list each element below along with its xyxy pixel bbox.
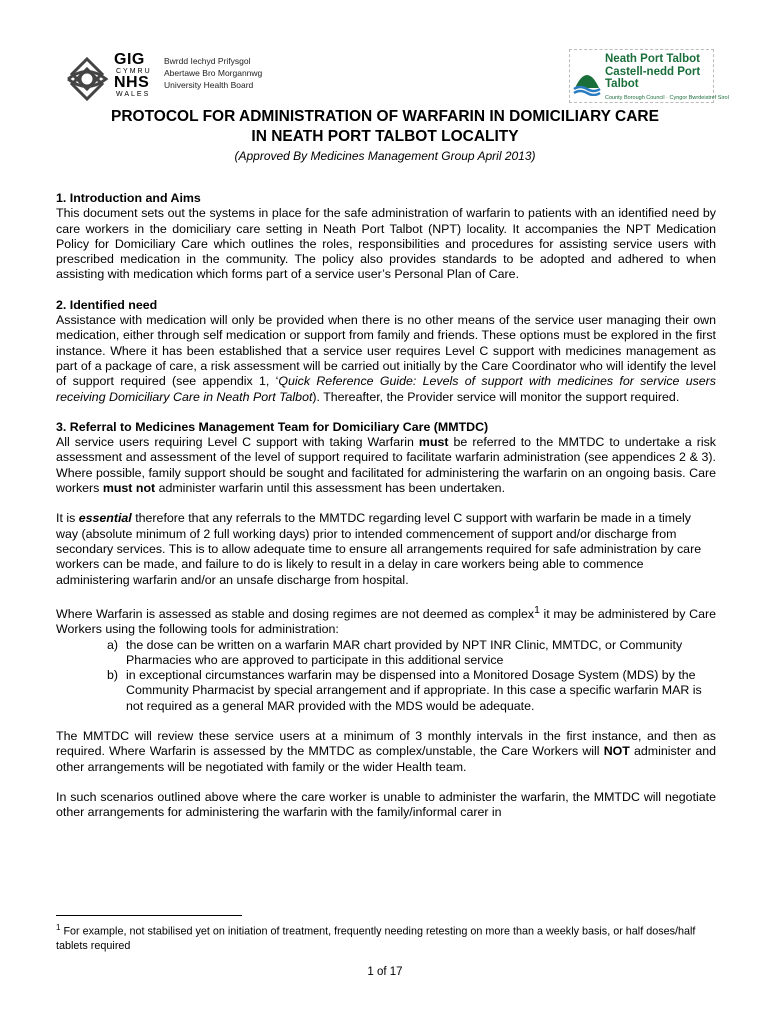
text-run: therefore that any referrals to the MMTDC regarding level C support with warfarin be made in a timely way (absolute minimum of 2 full working days) prior to intended commencement of support and/or discharge from secondary services. This is to allow adequate time to ensure all arrangements required for safe administration by care workers can be made, and failure to do is likely to result in a delay in care workers being able to commence administering warfarin and/or an unsafe discharge from hospital.	[56, 511, 702, 587]
list-marker: a)	[106, 637, 118, 652]
emphasis-must-not: must not	[102, 481, 156, 496]
text-run: Where Warfarin is assessed as stable and dosing regimes are not deemed as complex	[56, 606, 535, 621]
section-2-heading: 2. Identified need	[56, 297, 158, 312]
npt-wordmark	[605, 53, 729, 101]
document-body	[56, 191, 716, 821]
list-marker: b)	[106, 668, 118, 683]
text-run: it may be administered by Care Workers using the following tools for administration:	[56, 606, 717, 637]
board-line: Abertawe Bro Morgannwg	[164, 68, 263, 78]
footnote-marker: 1	[56, 923, 61, 932]
title-line-2: IN NEATH PORT TALBOT LOCALITY	[251, 128, 519, 145]
page-number: 1 of 17	[367, 966, 403, 978]
footnote-divider	[56, 915, 242, 916]
text-run: ). Thereafter, the Provider service will monitor the support required.	[312, 389, 680, 404]
approval-subtitle: (Approved By Medicines Management Group April 2013)	[234, 149, 536, 163]
section-3-paragraph-3	[56, 603, 716, 638]
section-3-paragraph-1	[56, 435, 716, 496]
wales-text: WALES	[116, 91, 151, 98]
text-run: administer and other arrangements will be negotiated with family or the wider Health team.	[56, 744, 716, 774]
emphasis-essential: essential	[78, 511, 132, 526]
board-line: University Health Board	[164, 80, 254, 90]
npt-council-tagline: County Borough Council · Cyngor Bwrdeistref Sirol	[605, 94, 729, 101]
gig-text: GIG	[114, 51, 145, 68]
board-line: Bwrdd Iechyd Prifysgol	[164, 56, 251, 66]
text-run: All service users requiring Level C support with taking Warfarin	[56, 435, 419, 450]
nhs-text: NHS	[114, 74, 150, 91]
npt-welsh-name: Castell-nedd Port Talbot	[605, 65, 701, 91]
list-item	[56, 638, 716, 669]
administration-tools-list	[56, 638, 716, 714]
nhs-wales-logo	[64, 52, 264, 104]
list-item	[56, 668, 716, 714]
npt-english-name: Neath Port Talbot	[605, 53, 700, 65]
section-3-paragraph-2	[56, 511, 716, 587]
document-title	[40, 107, 730, 147]
list-item-text: the dose can be written on a warfarin MAR chart provided by NPT INR Clinic, MMTDC, or Community Pharmacies who are approved to participate in this additional service	[126, 637, 683, 667]
page-header	[0, 0, 770, 105]
text-run: Assistance with medication will only be provided when there is no other means of the service user managing their own medication, either through self medication or support from family and friends. These options must be explored in the first instance. Where it has been established that a service user requires Level C support with medicines management as part of a package of care, a risk assessment will be carried out initially by the Care Coordinator who will identify the level of support required (see appendix 1, ‘	[56, 313, 716, 389]
emphasis-not: NOT	[603, 744, 630, 759]
section-3-heading: 3. Referral to Medicines Management Team for Domiciliary Care (MMTDC)	[56, 419, 489, 434]
gig-nhs-wordmark	[114, 52, 162, 98]
npt-emblem-icon	[572, 58, 602, 96]
list-item-text: in exceptional circumstances warfarin may be dispensed into a Monitored Dosage System (MDS) by the Community Pharmacist by special arrangement and if appropriate. In this case a specific warfarin MAR is not required as a general MAR provided with the MDS would be adequate.	[126, 668, 702, 713]
text-run: The MMTDC will review these service users at a minimum of 3 monthly intervals in the first instance, and then as required. Where Warfarin is assessed by the MMTDC as complex/unstable, the Care Workers will	[56, 729, 716, 759]
section-2-body	[56, 313, 716, 405]
footnote-reference: 1	[534, 604, 540, 616]
npt-council-logo	[569, 49, 729, 103]
footnote	[56, 921, 716, 953]
section-1-heading: 1. Introduction and Aims	[56, 191, 201, 205]
section-3-paragraph-5: In such scenarios outlined above where the care worker is unable to administer the warfarin, the MMTDC will negotiate other arrangements for administering the warfarin with the family/informal carer in	[56, 789, 716, 820]
footnote-text: For example, not stabilised yet on initiation of treatment, frequently needing retesting on more than a weekly basis, or half doses/half tablets required	[56, 925, 696, 952]
celtic-knot-icon	[64, 56, 110, 102]
text-run: administer warfarin until this assessment has been undertaken.	[155, 481, 506, 496]
emphasis-must: must	[418, 435, 449, 450]
title-line-1: PROTOCOL FOR ADMINISTRATION OF WARFARIN IN DOMICILIARY CARE	[111, 108, 659, 125]
text-run: It is	[56, 511, 79, 526]
appendix-reference: Quick Reference Guide: Levels of support with medicines for service users receiving Domiciliary Care in Neath Port Talbot	[56, 374, 716, 404]
text-run: be referred to the MMTDC to undertake a risk assessment and assessment of the level of support required to facilitate warfarin administration (see appendices 2 & 3). Where possible, family support should be sought and facilitated for administering the warfarin on an ongoing basis. Care workers	[56, 435, 717, 496]
section-1-body: This document sets out the systems in place for the safe administration of warfarin to patients with an identified need by care workers in the domiciliary care setting in Neath Port Talbot (NPT) locality. It accompanies the NPT Medication Policy for Domiciliary Care which outlines the roles, responsibilities and procedures for assisting service users with prescribed medication in the community. The policy also provides standards to be adopted and adhered to when assisting with medication which forms part of a service user’s Personal Plan of Care.	[56, 206, 716, 282]
section-3-paragraph-4	[56, 729, 716, 775]
cymru-text: CYMRU	[116, 68, 152, 75]
health-board-name	[164, 55, 262, 91]
